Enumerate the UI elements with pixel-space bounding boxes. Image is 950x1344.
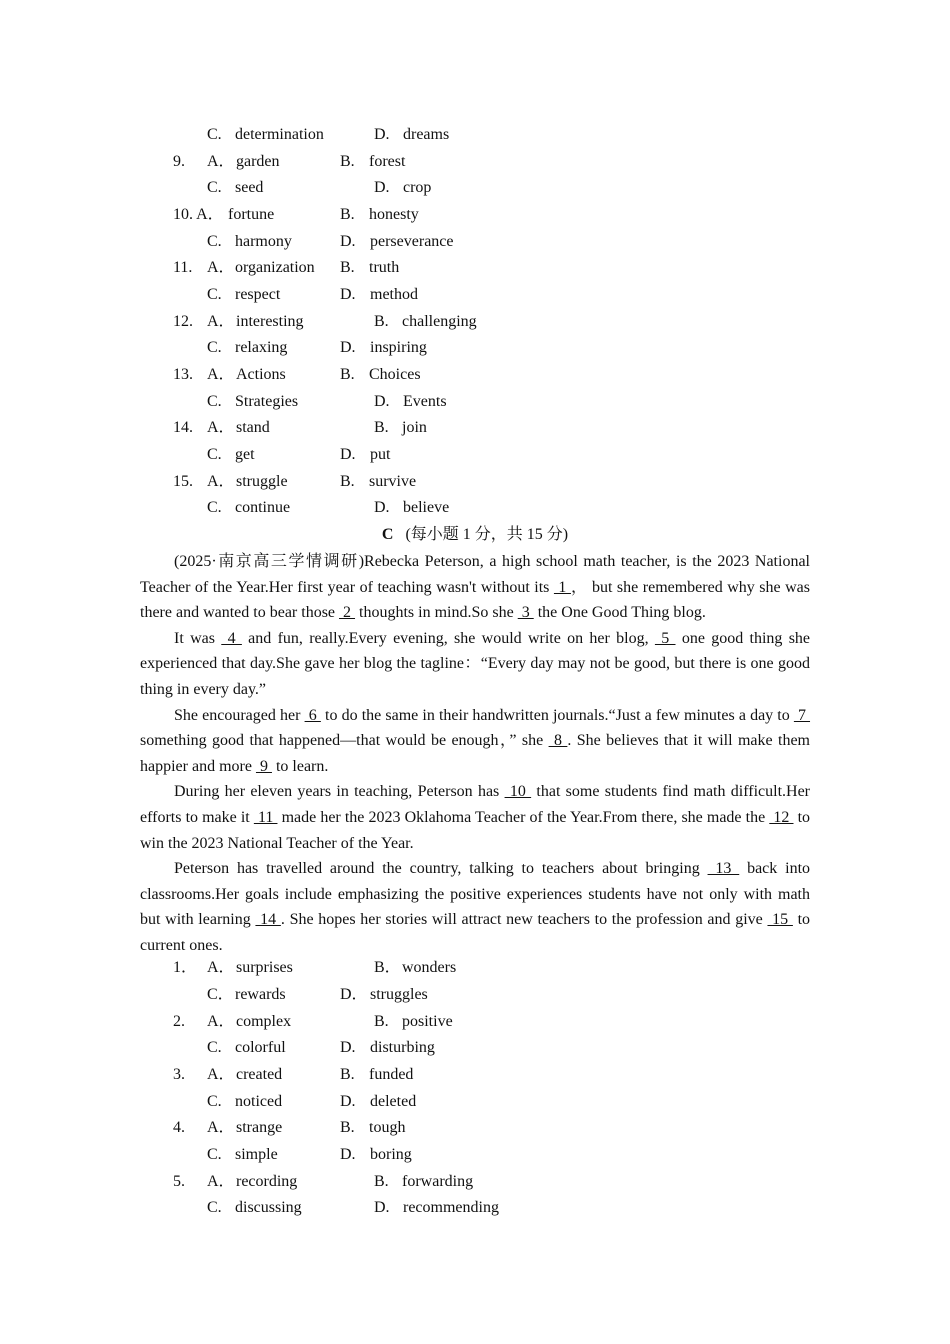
blank: 11 [253, 808, 278, 826]
question-number: 13. [173, 366, 193, 383]
option-label: A． [207, 153, 235, 170]
option-text: believe [403, 499, 450, 516]
option-text: join [402, 419, 427, 436]
option-text: surprises [236, 959, 293, 976]
option-label: C. [207, 233, 222, 250]
option-label: A． [207, 366, 235, 383]
option-label: B. [340, 366, 355, 383]
option-label: D. [340, 1093, 356, 1110]
option-text: seed [235, 179, 264, 196]
option-text: stand [236, 419, 270, 436]
option-label: A． [207, 1066, 235, 1083]
question-number: 4. [173, 1119, 185, 1136]
option-text: put [370, 446, 391, 463]
option-label: C. [207, 1146, 222, 1163]
blank: 12 [769, 808, 794, 826]
option-label: B. [374, 1173, 389, 1190]
option-text: continue [235, 499, 291, 516]
option-text: positive [402, 1013, 453, 1030]
option-label: A． [207, 313, 235, 330]
question-number: 15. [173, 473, 193, 490]
option-label: B. [340, 473, 355, 490]
option-label: D. [340, 1039, 356, 1056]
option-text: fortune [228, 206, 275, 223]
question-number: 1． [173, 959, 198, 976]
passage-text: something good that happened—that would be enough，” she [140, 732, 549, 750]
section-heading [140, 522, 810, 548]
passage-text: Peterson has travelled around the country, talking to teachers about bringing [174, 860, 708, 878]
option-label: B. [340, 206, 355, 223]
blank: 7 [793, 706, 811, 724]
option-label: B. [340, 1066, 355, 1083]
option-text: Events [403, 393, 447, 410]
option-text: truth [369, 259, 400, 276]
option-label: B. [340, 153, 355, 170]
option-label: C. [207, 179, 222, 196]
passage-text: (2025·南京高三学情调研)Rebecka Peterson, a high school math teacher, is the 2023 National Teacher of the Year.Her first year of teaching wasn't without its [140, 553, 810, 596]
option-text: forwarding [402, 1173, 474, 1190]
option-label: B． [374, 959, 401, 976]
option-label: C． [207, 986, 234, 1003]
blank: 3 [517, 604, 534, 622]
blank: 6 [304, 706, 321, 724]
blank: 8 [548, 732, 568, 750]
option-label: C. [207, 286, 222, 303]
question-number: 5. [173, 1173, 185, 1190]
option-label: D. [340, 446, 356, 463]
option-label: C. [207, 1093, 222, 1110]
option-text: relaxing [235, 339, 288, 356]
option-text: struggles [370, 986, 428, 1003]
option-label: A． [207, 1119, 235, 1136]
passage-text: to current ones. [140, 911, 811, 954]
option-text: organization [235, 259, 315, 276]
passage-text: that some students find math difficult.Her efforts to make it [140, 783, 810, 826]
passage-text: thoughts in mind.So she [355, 604, 518, 622]
question-number: 2. [173, 1013, 185, 1030]
passage-paragraph [140, 703, 810, 780]
blank: 5 [654, 629, 676, 647]
option-text: recommending [403, 1199, 499, 1216]
blank: 10 [504, 783, 532, 801]
option-label: C. [207, 499, 222, 516]
option-label: B. [374, 1013, 389, 1030]
passage-paragraph [140, 856, 810, 958]
passage-text: made her the 2023 Oklahoma Teacher of the Year.From there, she made the [277, 808, 770, 826]
option-label: C. [207, 446, 222, 463]
option-label: D. [340, 1146, 356, 1163]
blank: 14 [255, 911, 281, 929]
question-number: 14. [173, 419, 193, 436]
option-text: forest [369, 153, 406, 170]
option-label: C. [207, 339, 222, 356]
option-text: method [370, 286, 418, 303]
question-number: 10. A． [173, 206, 224, 223]
option-label: B. [340, 1119, 355, 1136]
passage-paragraph [140, 626, 810, 703]
option-text: discussing [235, 1199, 302, 1216]
passage-text: It was [174, 629, 222, 647]
cloze-passage [140, 549, 810, 959]
option-text: survive [369, 473, 417, 490]
passage-text: one good thing she experienced that day.She gave her blog the tagline：“Every day may not be good, but there is one good thing in every day.” [140, 629, 811, 698]
option-label: B. [340, 259, 355, 276]
option-label: C. [207, 126, 222, 143]
passage-text: to win the 2023 National Teacher of the Year. [140, 808, 811, 852]
option-text: rewards [235, 986, 286, 1003]
option-label: A． [207, 473, 235, 490]
blank: 9 [255, 757, 272, 775]
option-text: strange [236, 1119, 283, 1136]
passage-text: ， but she remembered why she was there and wanted to bear those [140, 578, 811, 622]
passage-paragraph [140, 549, 810, 626]
section-note: (每小题 1 分，共 15 分) [405, 526, 569, 543]
option-text: dreams [403, 126, 450, 143]
option-label: C. [207, 1199, 222, 1216]
option-text: recording [236, 1173, 298, 1190]
passage-text: . She believes that it will make them happier and more [140, 732, 810, 775]
question-number: 3. [173, 1066, 185, 1083]
passage-text: back into classrooms.Her goals include emphasizing the positive experiences students have not only with math but with learning [140, 860, 811, 929]
passage-text: to do the same in their handwritten journals.“Just a few minutes a day to [320, 706, 794, 724]
option-text: tough [369, 1119, 406, 1136]
option-label: D. [340, 339, 356, 356]
option-text: interesting [236, 313, 304, 330]
option-text: disturbing [370, 1039, 435, 1056]
option-label: C. [207, 1039, 222, 1056]
option-label: D. [374, 393, 390, 410]
option-label: A． [207, 1013, 235, 1030]
option-label: B. [374, 419, 389, 436]
option-label: D. [374, 499, 390, 516]
option-label: A． [207, 959, 235, 976]
option-text: complex [236, 1013, 292, 1030]
question-number: 12. [173, 313, 193, 330]
option-text: funded [369, 1066, 414, 1083]
option-text: respect [235, 286, 281, 303]
passage-text: to learn. [271, 757, 329, 775]
option-text: crop [403, 179, 432, 196]
option-label: D. [340, 286, 356, 303]
option-text: noticed [235, 1093, 283, 1110]
option-text: perseverance [370, 233, 454, 250]
option-text: colorful [235, 1039, 286, 1056]
option-text: boring [370, 1146, 412, 1163]
question-number: 11. [173, 259, 193, 276]
option-label: A． [207, 259, 235, 276]
option-text: deleted [370, 1093, 417, 1110]
passage-paragraph [140, 779, 810, 856]
option-label: C. [207, 393, 222, 410]
option-text: get [235, 446, 255, 463]
option-label: D． [340, 986, 368, 1003]
option-text: inspiring [370, 339, 427, 356]
question-number: 9. [173, 153, 185, 170]
blank: 2 [339, 604, 356, 622]
option-label: D. [374, 126, 390, 143]
blank: 15 [767, 911, 793, 929]
option-text: determination [235, 126, 324, 143]
blank: 13 [707, 860, 740, 878]
blank: 4 [221, 629, 242, 647]
option-text: created [236, 1066, 283, 1083]
option-text: wonders [402, 959, 457, 976]
option-label: A． [207, 1173, 235, 1190]
passage-text: During her eleven years in teaching, Peterson has [174, 783, 505, 801]
section-letter: C [381, 526, 394, 543]
option-text: honesty [369, 206, 419, 223]
blank: 1 [553, 578, 571, 596]
option-label: D. [374, 1199, 390, 1216]
passage-text: She encouraged her [174, 706, 305, 724]
option-text: challenging [402, 313, 477, 330]
option-label: D. [374, 179, 390, 196]
option-text: harmony [235, 233, 292, 250]
option-text: Strategies [235, 393, 299, 410]
option-text: Choices [369, 366, 421, 383]
option-text: simple [235, 1146, 278, 1163]
option-label: B. [374, 313, 389, 330]
passage-text: . She hopes her stories will attract new teachers to the profession and give [280, 911, 768, 929]
option-text: struggle [236, 473, 288, 490]
option-text: Actions [236, 366, 286, 383]
option-label: A． [207, 419, 235, 436]
option-label: D. [340, 233, 356, 250]
passage-text: the One Good Thing blog. [533, 604, 706, 622]
passage-text: and fun, really.Every evening, she would write on her blog, [241, 629, 655, 647]
option-text: garden [236, 153, 280, 170]
